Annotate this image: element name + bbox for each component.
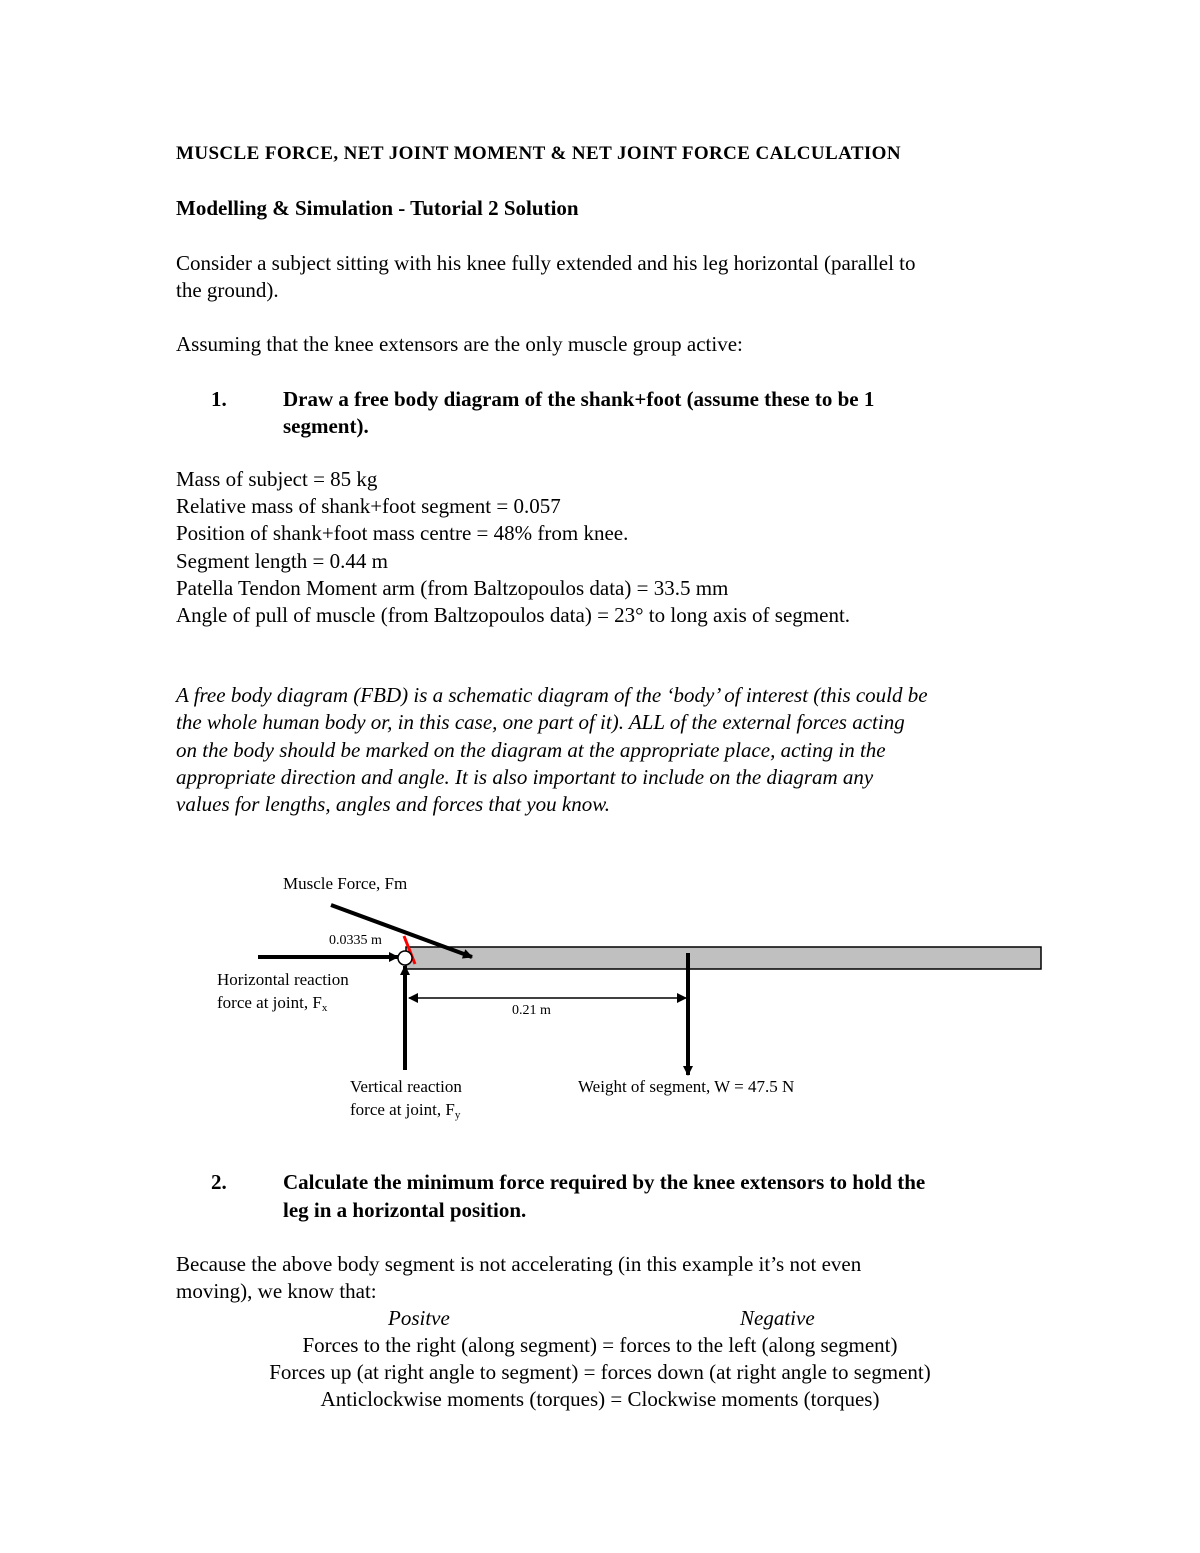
page-title: MUSCLE FORCE, NET JOINT MOMENT & NET JOINT FORCE CALCULATION	[176, 143, 901, 164]
given-mass: Mass of subject = 85 kg	[176, 467, 378, 491]
given-moment-arm: Patella Tendon Moment arm (from Baltzopoulos data) = 33.5 mm	[176, 576, 729, 600]
question-1-line-2: segment).	[283, 414, 369, 438]
muscle-force-arrow	[331, 905, 472, 957]
weight-label: Weight of segment, W = 47.5 N	[578, 1077, 795, 1096]
horizontal-reaction-subscript: x	[321, 1002, 328, 1014]
question-2-line-1: Calculate the minimum force required by the knee extensors to hold the	[283, 1170, 926, 1194]
fbd-explanation-line-1: A free body diagram (FBD) is a schematic diagram of the ‘body’ of interest (this could be	[176, 683, 928, 707]
given-segment-length: Segment length = 0.44 m	[176, 549, 388, 573]
question-1-number: 1.	[211, 387, 227, 411]
fbd-explanation-line-3: on the body should be marked on the diagram at the appropriate place, acting in the	[176, 738, 886, 762]
assumption-text: Assuming that the knee extensors are the only muscle group active:	[176, 332, 743, 356]
positive-heading: Positve	[388, 1306, 450, 1330]
moment-arm-label: 0.0335 m	[329, 933, 382, 948]
horizontal-reaction-label-line-1: Horizontal reaction	[217, 970, 349, 989]
question-2-number: 2.	[211, 1170, 227, 1194]
equilibrium-line-2: moving), we know that:	[176, 1279, 377, 1303]
equilibrium-forces-vertical: Forces up (at right angle to segment) = forces down (at right angle to segment)	[269, 1360, 931, 1384]
muscle-force-label: Muscle Force, Fm	[283, 874, 408, 893]
equilibrium-forces-horizontal: Forces to the right (along segment) = forces to the left (along segment)	[302, 1333, 898, 1357]
question-2-line-2: leg in a horizontal position.	[283, 1198, 527, 1222]
intro-line-1: Consider a subject sitting with his knee fully extended and his leg horizontal (parallel to	[176, 251, 916, 275]
horizontal-reaction-label-text: force at joint, F	[217, 993, 322, 1012]
knee-joint-circle	[398, 951, 412, 965]
page-subtitle: Modelling & Simulation - Tutorial 2 Solution	[176, 196, 579, 220]
distance-label: 0.21 m	[512, 1003, 551, 1018]
vertical-reaction-subscript: y	[454, 1109, 461, 1121]
vertical-reaction-label-line-2	[350, 1099, 460, 1126]
negative-heading: Negative	[740, 1306, 815, 1330]
equilibrium-moments: Anticlockwise moments (torques) = Clockwise moments (torques)	[320, 1387, 880, 1411]
fbd-explanation-line-2: the whole human body or, in this case, one part of it). ALL of the external forces acting	[176, 710, 905, 734]
question-1-line-1: Draw a free body diagram of the shank+foot (assume these to be 1	[283, 387, 875, 411]
vertical-reaction-label-text: force at joint, F	[350, 1100, 455, 1119]
given-angle-of-pull: Angle of pull of muscle (from Baltzopoulos data) = 23° to long axis of segment.	[176, 603, 851, 627]
horizontal-reaction-label-line-2	[217, 992, 327, 1019]
shank-foot-segment	[406, 947, 1041, 969]
vertical-reaction-label-line-1: Vertical reaction	[350, 1077, 462, 1096]
fbd-explanation-line-5: values for lengths, angles and forces that you know.	[176, 792, 610, 816]
equilibrium-line-1: Because the above body segment is not accelerating (in this example it’s not even	[176, 1252, 862, 1276]
intro-line-2: the ground).	[176, 278, 279, 302]
given-relative-mass: Relative mass of shank+foot segment = 0.057	[176, 494, 561, 518]
fbd-explanation-line-4: appropriate direction and angle. It is also important to include on the diagram any	[176, 765, 874, 789]
given-mass-centre: Position of shank+foot mass centre = 48% from knee.	[176, 521, 629, 545]
